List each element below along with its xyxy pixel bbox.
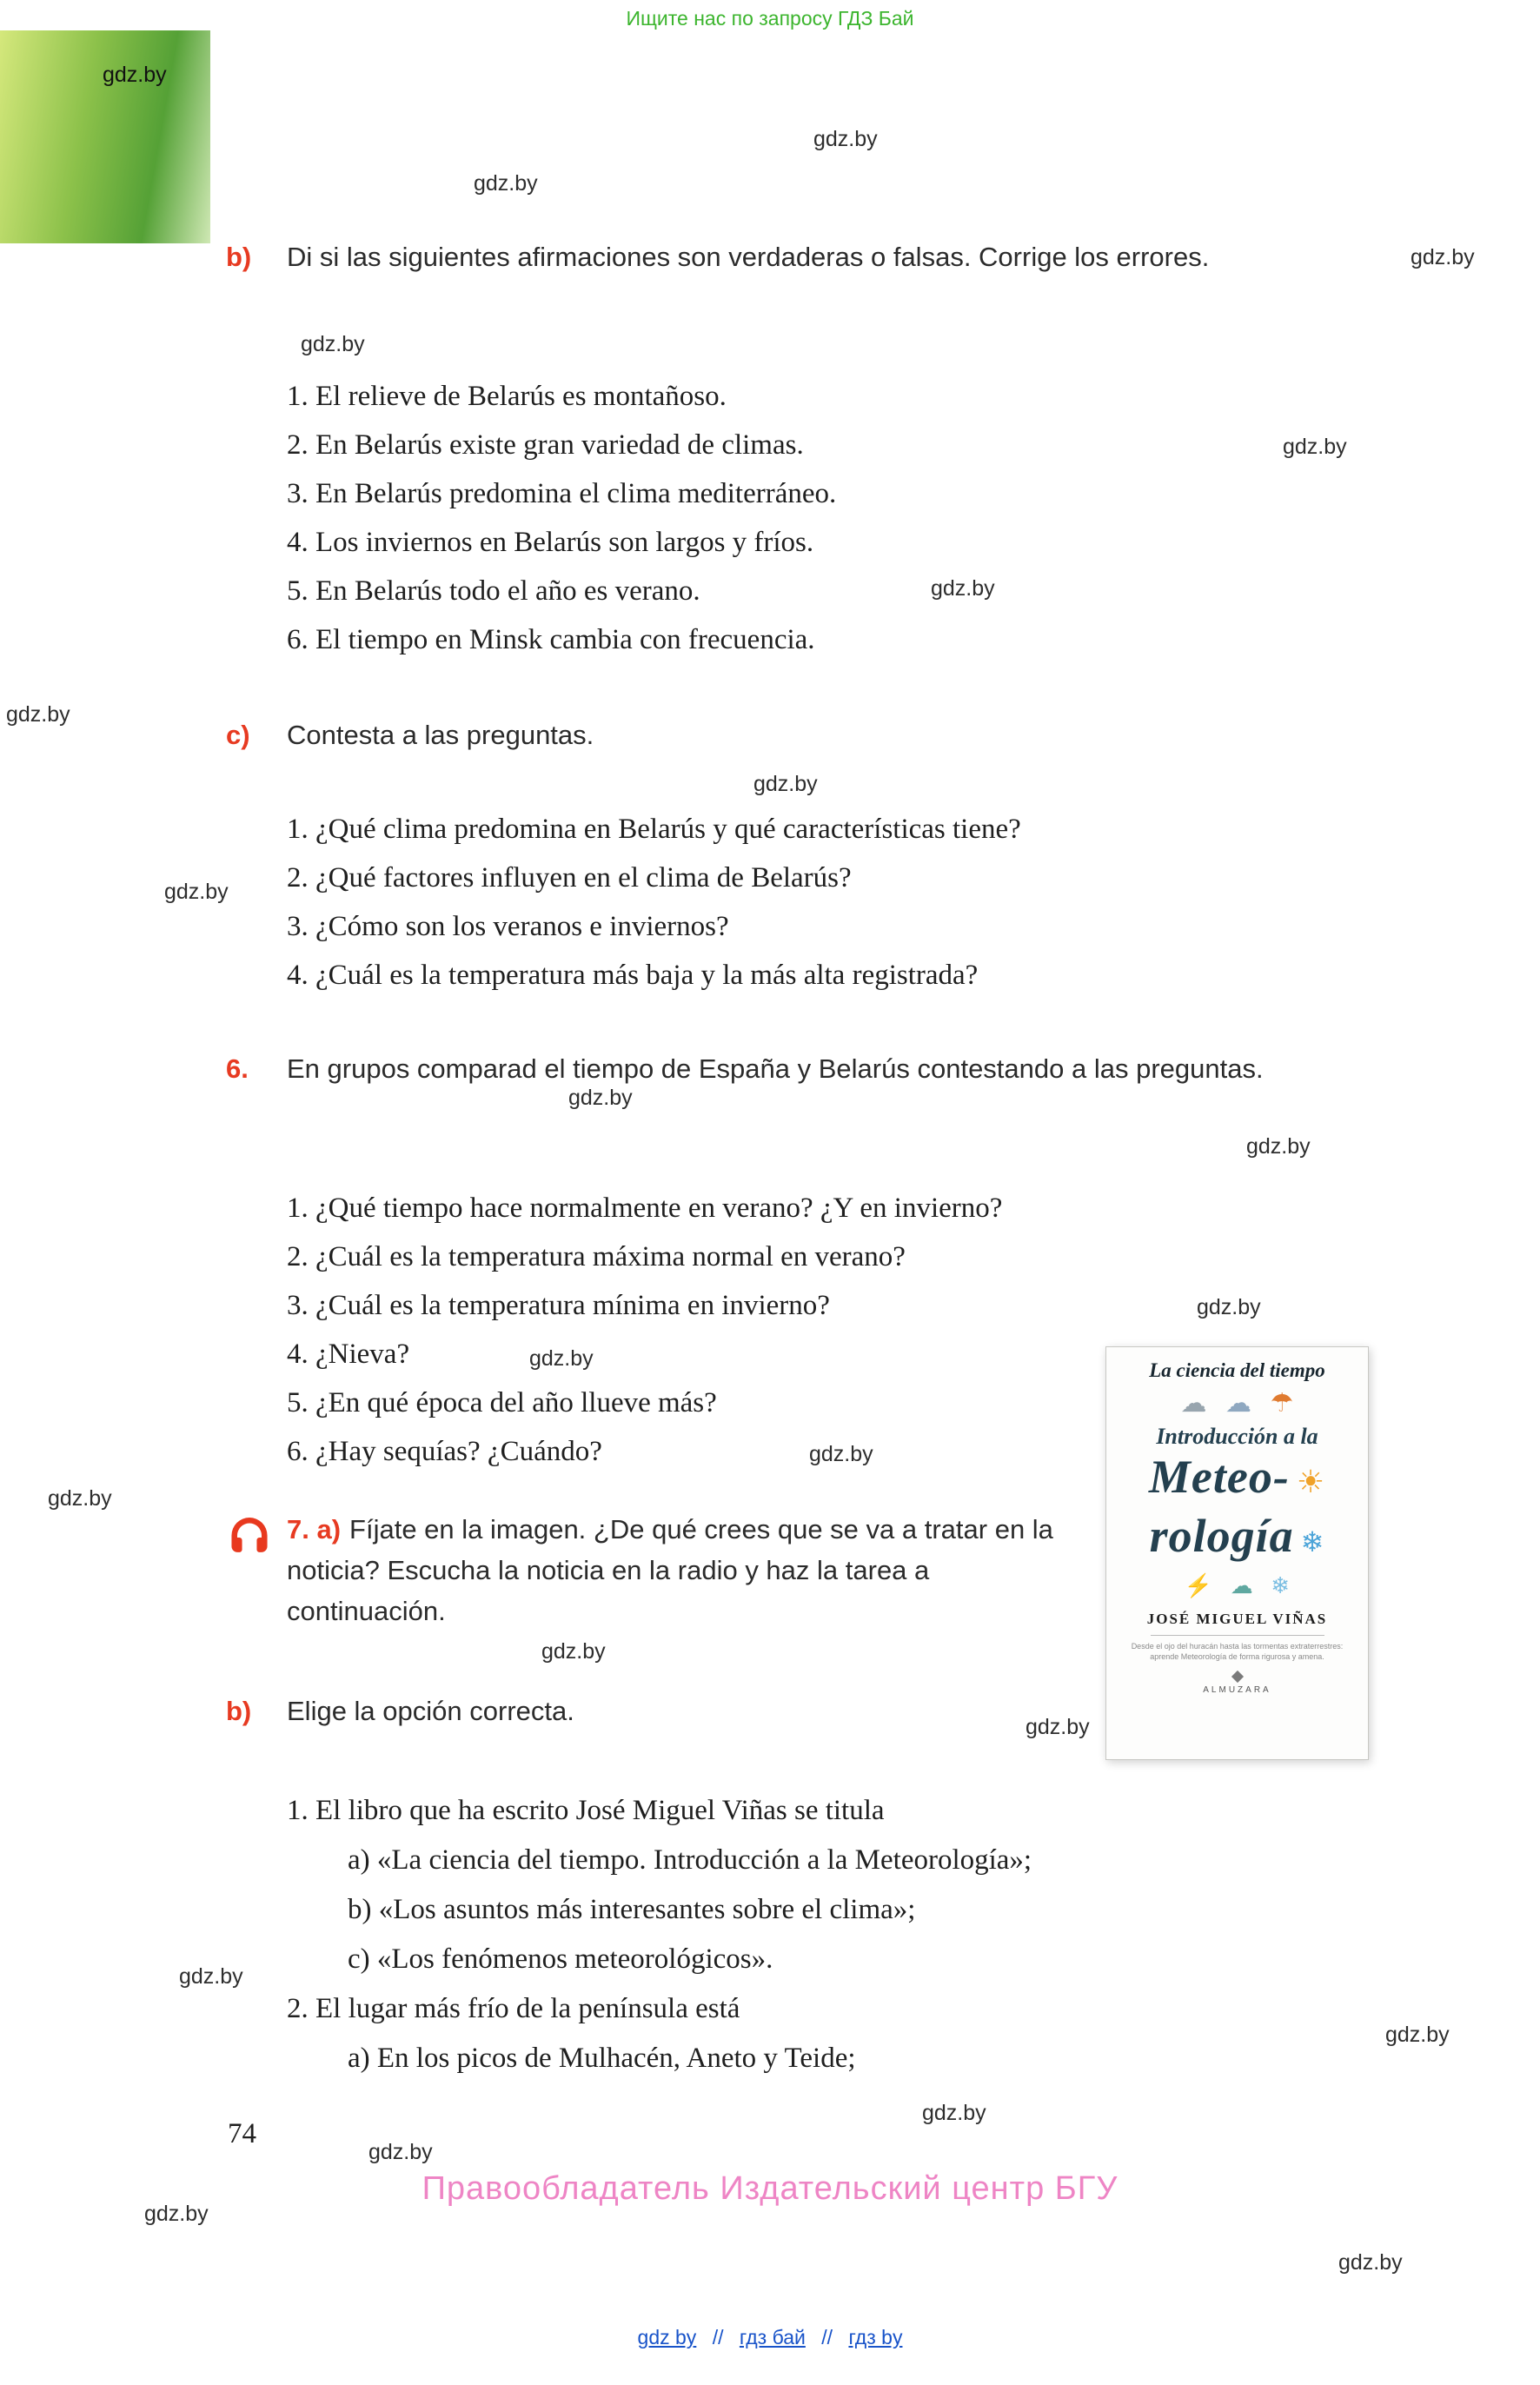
- question-item: 1. ¿Qué tiempo hace normalmente en verano? ¿Y en invierno?: [287, 1192, 1003, 1224]
- cloud-icon: ☁: [1225, 1389, 1252, 1418]
- question-item: 3. ¿Cómo son los veranos e inviernos?: [287, 911, 729, 942]
- top-banner-text: Ищите нас по запросу ГДЗ Бай: [626, 7, 914, 30]
- watermark: gdz.by: [1246, 1134, 1311, 1159]
- exercise-7a: [287, 1509, 1073, 1631]
- watermark: gdz.by: [368, 2140, 433, 2164]
- statement-item: 4. Los inviernos en Belarús son largos y fríos.: [287, 527, 814, 558]
- footer-separator: //: [712, 2326, 724, 2348]
- copyright-text: Правообладатель Издательский центр БГУ: [422, 2170, 1118, 2207]
- footer-link[interactable]: gdz by: [637, 2326, 697, 2348]
- watermark: gdz.by: [529, 1346, 594, 1371]
- snowflake-icon: ❄: [1300, 1526, 1325, 1558]
- watermark: gdz.by: [1026, 1715, 1090, 1739]
- exercise-6-text: En grupos comparad el tiempo de España y Belarús contestando a las preguntas.: [287, 1053, 1264, 1084]
- watermark: gdz.by: [931, 576, 995, 601]
- question-item: 2. ¿Qué factores influyen en el clima de Belarús?: [287, 862, 852, 894]
- book-title-text: Meteo-: [1148, 1451, 1290, 1503]
- cloud-icon: ☁: [1230, 1573, 1253, 1598]
- option-item: a) «La ciencia del tiempo. Introducción a la Meteorología»;: [348, 1844, 1032, 1876]
- statement-item: 1. El relieve de Belarús es montañoso.: [287, 381, 727, 412]
- watermark: gdz.by: [541, 1639, 606, 1664]
- exercise-b2-label: b): [226, 1696, 252, 1726]
- watermark: gdz.by: [48, 1486, 112, 1511]
- exercise-c-instruction: [226, 714, 1295, 755]
- watermark: gdz.by: [474, 171, 538, 196]
- cloud-icon: ☁: [1180, 1389, 1207, 1418]
- statement-item: 5. En Belarús todo el año es verano.: [287, 575, 700, 607]
- watermark: gdz.by: [1385, 2023, 1450, 2047]
- watermark: gdz.by: [164, 880, 229, 904]
- headphones-icon: [224, 1512, 275, 1563]
- option-item: c) «Los fenómenos meteorológicos».: [348, 1943, 773, 1975]
- exercise-c-label: c): [226, 720, 250, 750]
- snowflake-icon: ❄: [1271, 1573, 1291, 1598]
- statement-item: 6. El tiempo en Minsk cambia con frecuencia.: [287, 624, 815, 655]
- book-tagline: Desde el ojo del huracán hasta las tormentas extraterrestres:: [1131, 1642, 1344, 1651]
- footer-separator: //: [821, 2326, 833, 2348]
- option-item: a) En los picos de Mulhacén, Aneto y Teide;: [348, 2043, 856, 2074]
- book-subtitle: Introducción a la: [1156, 1424, 1318, 1449]
- book-tagline: aprende Meteorología de forma rigurosa y amena.: [1150, 1652, 1324, 1661]
- exercise-7a-text: Fíjate en la imagen. ¿De qué crees que se va a tratar en la noticia? Escucha la noticia en la radio y haz la tarea a continuación.: [287, 1514, 1053, 1626]
- option-item: b) «Los asuntos más interesantes sobre el clima»;: [348, 1894, 916, 1925]
- exercise-6-instruction: [226, 1048, 1295, 1089]
- watermark: gdz.by: [809, 1442, 873, 1466]
- weather-icons-row-2: [1106, 1574, 1368, 1598]
- lightning-icon: ⚡: [1184, 1573, 1213, 1598]
- exercise-b1-text: Di si las siguientes afirmaciones son verdaderas o falsas. Corrige los errores.: [287, 242, 1210, 272]
- question-item: 5. ¿En qué época del año llueve más?: [287, 1387, 717, 1418]
- watermark: gdz.by: [301, 332, 365, 356]
- question-item: 2. El lugar más frío de la península está: [287, 1993, 740, 2024]
- publisher-logo: [1231, 1671, 1243, 1683]
- divider: [1151, 1635, 1324, 1636]
- watermark: gdz.by: [1283, 435, 1347, 459]
- book-title-line-1: [1106, 1450, 1368, 1509]
- watermark: gdz.by: [1338, 2250, 1403, 2275]
- exercise-6-label: 6.: [226, 1053, 249, 1084]
- book-title-text: rología: [1149, 1510, 1294, 1562]
- statement-item: 2. En Belarús existe gran variedad de climas.: [287, 429, 804, 461]
- weather-icons-row: [1106, 1389, 1368, 1418]
- watermark: gdz.by: [1197, 1295, 1261, 1319]
- exercise-b2-list: [287, 1786, 1382, 2083]
- question-item: 3. ¿Cuál es la temperatura mínima en invierno?: [287, 1290, 830, 1321]
- question-item: 4. ¿Nieva?: [287, 1339, 410, 1370]
- book-author: JOSÉ MIGUEL VIÑAS: [1146, 1611, 1328, 1627]
- watermark: gdz.by: [922, 2101, 986, 2125]
- watermark: gdz.by: [1411, 245, 1475, 269]
- question-item: 4. ¿Cuál es la temperatura más baja y la más alta registrada?: [287, 960, 979, 991]
- statement-item: 3. En Belarús predomina el clima mediterráneo.: [287, 478, 837, 509]
- publisher-name: ALMUZARA: [1203, 1685, 1271, 1695]
- umbrella-icon: ☂: [1270, 1389, 1294, 1418]
- book-series-title: La ciencia del tiempo: [1149, 1359, 1325, 1381]
- question-item: 2. ¿Cuál es la temperatura máxima normal en verano?: [287, 1241, 906, 1272]
- watermark: gdz.by: [568, 1086, 633, 1110]
- footer-link[interactable]: гдз by: [848, 2326, 903, 2348]
- watermark: gdz.by: [103, 63, 167, 87]
- watermark: gdz.by: [813, 127, 878, 151]
- watermark: gdz.by: [6, 702, 70, 727]
- exercise-c-text: Contesta a las preguntas.: [287, 720, 594, 750]
- watermark: gdz.by: [179, 1964, 243, 1989]
- footer-link[interactable]: гдз бай: [739, 2326, 806, 2348]
- exercise-7a-label: 7. a): [287, 1514, 342, 1545]
- watermark: gdz.by: [144, 2202, 209, 2226]
- exercise-c-list: [287, 805, 1382, 1000]
- footer-links: [0, 2326, 1540, 2349]
- exercise-b1-instruction: [226, 236, 1295, 277]
- sun-icon: ☀: [1296, 1465, 1326, 1499]
- exercise-b2-text: Elige la opción correcta.: [287, 1696, 574, 1726]
- question-item: 1. ¿Qué clima predomina en Belarús y qué características tiene?: [287, 814, 1021, 845]
- page-number: 74: [228, 2118, 256, 2149]
- question-item: 6. ¿Hay sequías? ¿Cuándo?: [287, 1436, 602, 1467]
- watermark: gdz.by: [753, 772, 818, 796]
- question-item: 1. El libro que ha escrito José Miguel Viñas se titula: [287, 1795, 885, 1826]
- book-title-line-2: [1106, 1509, 1368, 1569]
- exercise-b1-label: b): [226, 242, 252, 272]
- exercise-b1-list: [287, 372, 1382, 664]
- exercise-b2-instruction: [226, 1691, 1295, 1731]
